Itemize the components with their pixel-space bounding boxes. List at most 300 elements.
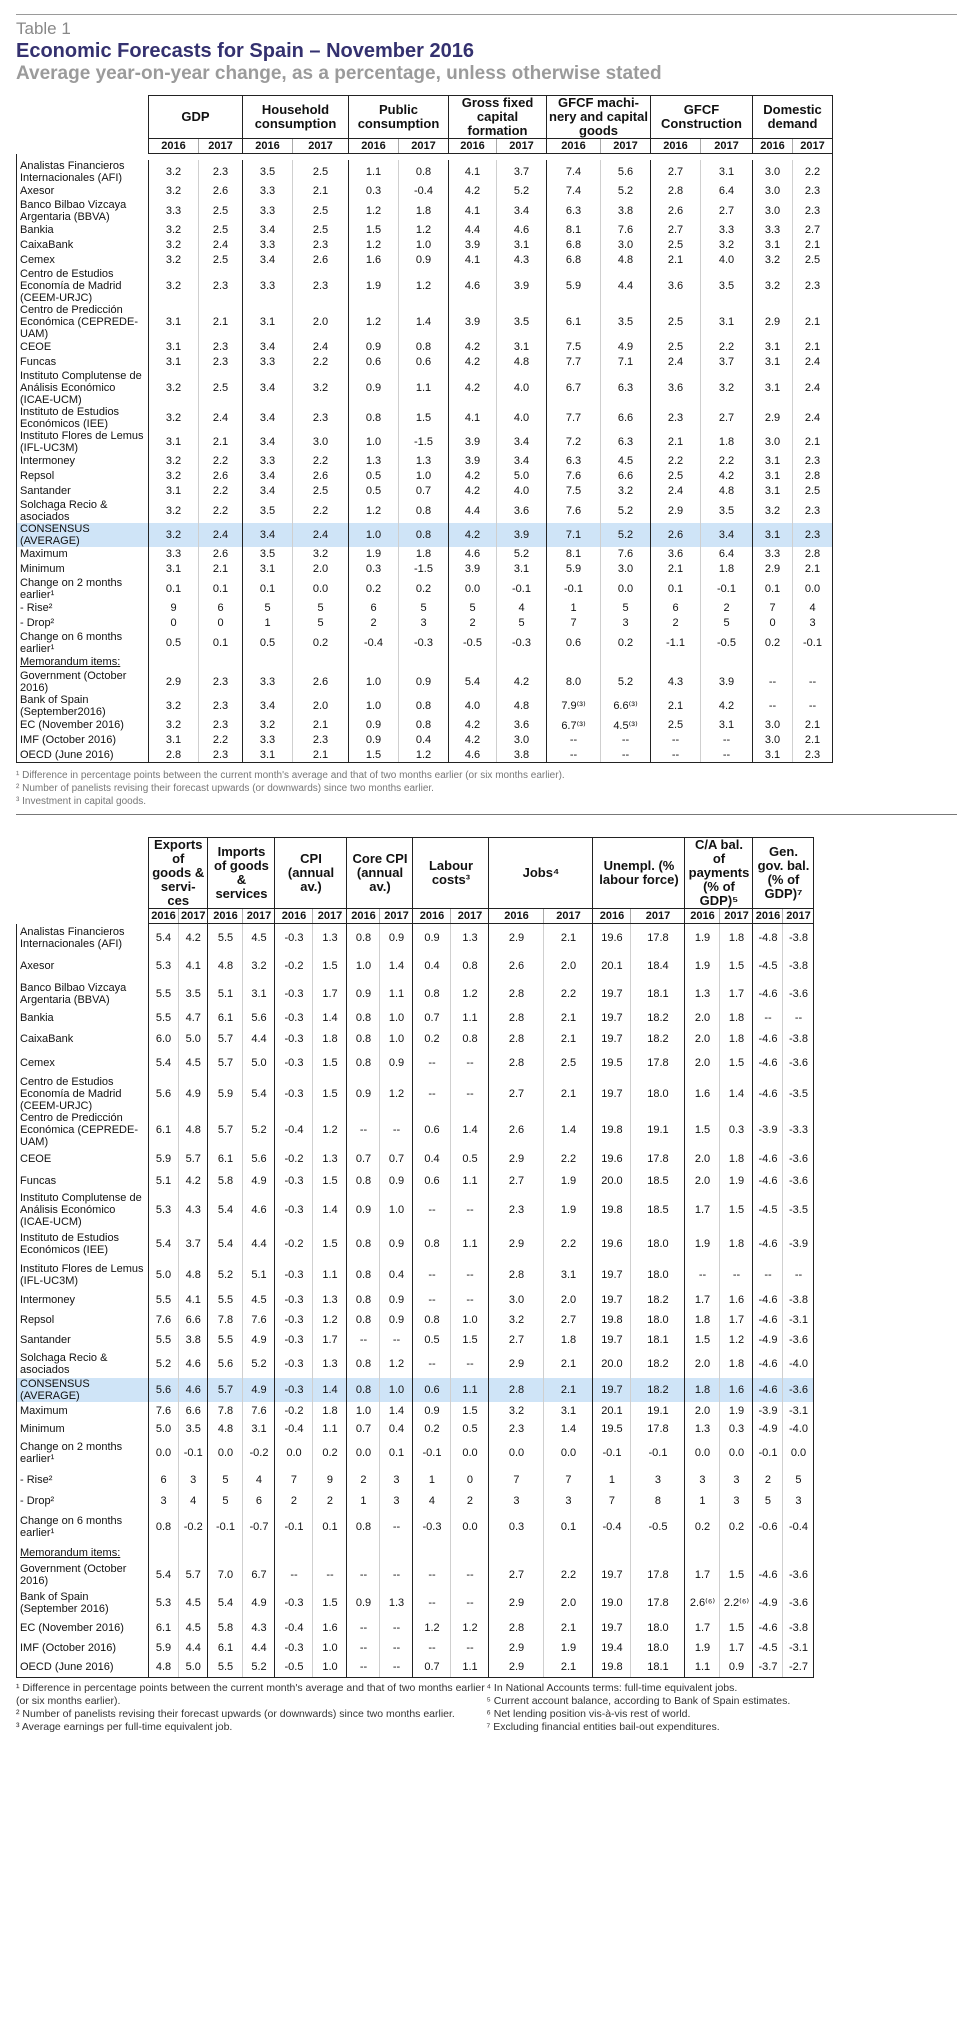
cell-value: 4.8 bbox=[179, 1112, 208, 1148]
cell-value: 6 bbox=[199, 601, 243, 616]
cell-value: 18.4 bbox=[631, 952, 685, 980]
cell-value: 2.1 bbox=[199, 562, 243, 577]
cell-value: 4 bbox=[413, 1492, 451, 1510]
cell-value: 0.7 bbox=[413, 1008, 451, 1028]
cell-value: 18.2 bbox=[631, 1378, 685, 1402]
cell-value: 3.2 bbox=[149, 718, 199, 733]
row-label: Instituto Flores de Lemus (IFL-UC3M) bbox=[17, 430, 149, 454]
cell-value: -4.6 bbox=[753, 1148, 783, 1170]
cell-value: -4.0 bbox=[783, 1350, 814, 1378]
row-label: CEOE bbox=[17, 340, 149, 355]
cell-value: 2.4 bbox=[793, 370, 833, 406]
cell-value: -- bbox=[451, 1192, 489, 1228]
cell-value bbox=[753, 655, 793, 670]
cell-value: 1.5 bbox=[451, 1330, 489, 1350]
row-label: - Drop² bbox=[17, 1492, 149, 1510]
cell-value: 2.3 bbox=[793, 454, 833, 469]
cell-value: 0.1 bbox=[199, 577, 243, 601]
cell-value: 1.1 bbox=[349, 160, 399, 184]
table-row bbox=[17, 1510, 814, 1544]
cell-value bbox=[601, 655, 651, 670]
cell-value: 4.8 bbox=[179, 1260, 208, 1290]
cell-value: 0.1 bbox=[149, 577, 199, 601]
cell-value: -- bbox=[413, 1290, 451, 1310]
cell-value: 2.0 bbox=[544, 952, 593, 980]
cell-value: 0.0 bbox=[489, 1438, 544, 1468]
cell-value: 1.9 bbox=[685, 924, 720, 952]
cell-value: 1.0 bbox=[347, 1402, 380, 1420]
cell-value: -1.5 bbox=[399, 430, 449, 454]
cell-value: -0.1 bbox=[593, 1438, 631, 1468]
cell-value: 2.5 bbox=[651, 469, 701, 484]
cell-value: 1.6 bbox=[720, 1378, 753, 1402]
table-row bbox=[17, 160, 833, 184]
cell-value: 4.8 bbox=[701, 484, 753, 499]
cell-value: 1.5 bbox=[349, 748, 399, 763]
cell-value: 18.0 bbox=[631, 1618, 685, 1638]
cell-value: 1.4 bbox=[313, 1192, 347, 1228]
cell-value: 7.2 bbox=[547, 430, 601, 454]
row-label: Centro de Predicción Económica (CEPREDE-UAM) bbox=[17, 304, 149, 340]
cell-value: 6.6⁽³⁾ bbox=[601, 694, 651, 718]
year-header: 2017 bbox=[179, 909, 208, 924]
cell-value: 2.1 bbox=[793, 340, 833, 355]
cell-value: -0.4 bbox=[275, 1112, 313, 1148]
cell-value: 6.3 bbox=[547, 454, 601, 469]
cell-value: 2.8 bbox=[489, 1008, 544, 1028]
cell-value: 19.4 bbox=[593, 1638, 631, 1658]
cell-value: -0.6 bbox=[753, 1510, 783, 1544]
cell-value: 0.9 bbox=[380, 1170, 413, 1192]
cell-value: 6 bbox=[349, 601, 399, 616]
cell-value: 3.1 bbox=[243, 748, 293, 763]
cell-value: 0.4 bbox=[380, 1260, 413, 1290]
cell-value: 3.3 bbox=[149, 547, 199, 562]
cell-value: 2.1 bbox=[293, 748, 349, 763]
row-label: Instituto de Estudios Económicos (IEE) bbox=[17, 406, 149, 430]
cell-value: 3.5 bbox=[701, 499, 753, 523]
cell-value: -2.7 bbox=[783, 1658, 814, 1678]
cell-value: 1.8 bbox=[701, 562, 753, 577]
cell-value: 3.8 bbox=[601, 199, 651, 223]
cell-value: 1.2 bbox=[313, 1112, 347, 1148]
cell-value: 3.1 bbox=[753, 340, 793, 355]
cell-value: 2.3 bbox=[199, 355, 243, 370]
cell-value: 2.5 bbox=[199, 199, 243, 223]
cell-value: 1.5 bbox=[720, 952, 753, 980]
cell-value: 3.0 bbox=[293, 430, 349, 454]
cell-value: 0.7 bbox=[380, 1148, 413, 1170]
cell-value: 0.8 bbox=[399, 523, 449, 547]
cell-value: 2.7 bbox=[544, 1310, 593, 1330]
cell-value: 2.8 bbox=[489, 1378, 544, 1402]
cell-value: 5.5 bbox=[149, 1290, 179, 1310]
cell-value: 2.5 bbox=[651, 304, 701, 340]
row-label: Maximum bbox=[17, 547, 149, 562]
cell-value bbox=[544, 1544, 593, 1562]
cell-value: 1.0 bbox=[380, 1378, 413, 1402]
cell-value: 5.2 bbox=[601, 670, 651, 694]
cell-value: 5.0 bbox=[179, 1658, 208, 1678]
cell-value: 3.4 bbox=[243, 253, 293, 268]
cell-value: 7 bbox=[544, 1468, 593, 1492]
cell-value: 1.2 bbox=[399, 223, 449, 238]
cell-value: 0.1 bbox=[753, 577, 793, 601]
cell-value: 3.7 bbox=[701, 355, 753, 370]
cell-value: 3 bbox=[783, 1492, 814, 1510]
cell-value: 3.2 bbox=[149, 184, 199, 199]
row-label: Instituto Complutense de Análisis Económico (ICAE-UCM) bbox=[17, 1192, 149, 1228]
cell-value: 1.1 bbox=[313, 1260, 347, 1290]
cell-value: -0.3 bbox=[275, 1050, 313, 1076]
cell-value bbox=[199, 655, 243, 670]
cell-value: -- bbox=[451, 1350, 489, 1378]
cell-value: 18.0 bbox=[631, 1076, 685, 1112]
cell-value: -0.2 bbox=[275, 1228, 313, 1260]
cell-value: 5.8 bbox=[208, 1618, 243, 1638]
cell-value: 2.3 bbox=[293, 406, 349, 430]
cell-value: 2.2 bbox=[199, 454, 243, 469]
cell-value: -3.3 bbox=[783, 1112, 814, 1148]
cell-value: 6.6 bbox=[601, 469, 651, 484]
cell-value: 19.7 bbox=[593, 980, 631, 1008]
cell-value: 1.9 bbox=[685, 952, 720, 980]
cell-value: -- bbox=[380, 1510, 413, 1544]
cell-value: 1.5 bbox=[720, 1618, 753, 1638]
cell-value: 1.8 bbox=[685, 1310, 720, 1330]
cell-value: 1.1 bbox=[451, 1170, 489, 1192]
cell-value: 3.2 bbox=[701, 238, 753, 253]
table-row bbox=[17, 952, 814, 980]
cell-value: 6.6 bbox=[179, 1402, 208, 1420]
header-corner bbox=[17, 838, 149, 909]
year-header: 2016 bbox=[243, 139, 293, 154]
cell-value: 5.5 bbox=[208, 1290, 243, 1310]
cell-value: 20.1 bbox=[593, 1402, 631, 1420]
cell-value: 5.1 bbox=[208, 980, 243, 1008]
cell-value: 2.6 bbox=[199, 469, 243, 484]
cell-value: 0.6 bbox=[413, 1378, 451, 1402]
cell-value: 3 bbox=[720, 1468, 753, 1492]
cell-value: 6.3 bbox=[601, 370, 651, 406]
cell-value: -3.5 bbox=[783, 1076, 814, 1112]
cell-value: 2.3 bbox=[199, 694, 243, 718]
cell-value: 1.2 bbox=[349, 199, 399, 223]
cell-value: 1.2 bbox=[720, 1330, 753, 1350]
cell-value: -0.1 bbox=[413, 1438, 451, 1468]
cell-value: 2.2 bbox=[293, 355, 349, 370]
cell-value: 4.8 bbox=[208, 1420, 243, 1438]
cell-value: -4.9 bbox=[753, 1330, 783, 1350]
cell-value: 3.1 bbox=[753, 484, 793, 499]
cell-value: 0.6 bbox=[399, 355, 449, 370]
cell-value: 18.2 bbox=[631, 1350, 685, 1378]
cell-value: 3 bbox=[380, 1468, 413, 1492]
cell-value: -4.6 bbox=[753, 1028, 783, 1050]
cell-value: 3.5 bbox=[497, 304, 547, 340]
cell-value: 7.5 bbox=[547, 340, 601, 355]
cell-value: 2.1 bbox=[544, 1378, 593, 1402]
cell-value bbox=[753, 1544, 783, 1562]
cell-value: 1.0 bbox=[349, 670, 399, 694]
cell-value: 0.0 bbox=[720, 1438, 753, 1468]
cell-value: 1.7 bbox=[685, 1192, 720, 1228]
cell-value: 2.0 bbox=[685, 1008, 720, 1028]
cell-value: 1.2 bbox=[380, 1076, 413, 1112]
cell-value: 2.7 bbox=[489, 1170, 544, 1192]
cell-value: -0.2 bbox=[275, 952, 313, 980]
cell-value: 1.5 bbox=[313, 1170, 347, 1192]
cell-value: 3.3 bbox=[243, 184, 293, 199]
cell-value: 4.7 bbox=[179, 1008, 208, 1028]
year-header: 2016 bbox=[547, 139, 601, 154]
table-row bbox=[17, 1228, 814, 1260]
row-label: OECD (June 2016) bbox=[17, 1658, 149, 1678]
cell-value: 2.4 bbox=[199, 238, 243, 253]
cell-value: 2.3 bbox=[793, 184, 833, 199]
cell-value: 3.1 bbox=[149, 733, 199, 748]
cell-value: 4.9 bbox=[601, 340, 651, 355]
cell-value: 2.0 bbox=[685, 1050, 720, 1076]
cell-value: -0.3 bbox=[275, 1290, 313, 1310]
cell-value: 2.5 bbox=[651, 238, 701, 253]
cell-value: 5.6 bbox=[208, 1350, 243, 1378]
cell-value: 0.2 bbox=[313, 1438, 347, 1468]
cell-value: 0.6 bbox=[413, 1170, 451, 1192]
cell-value: 2 bbox=[275, 1492, 313, 1510]
cell-value: 0.4 bbox=[380, 1420, 413, 1438]
table-2-footnotes-left bbox=[16, 1682, 487, 1734]
cell-value: 3.9 bbox=[701, 670, 753, 694]
cell-value: 0.4 bbox=[399, 733, 449, 748]
cell-value: 6 bbox=[149, 1468, 179, 1492]
year-header: 2016 bbox=[149, 909, 179, 924]
cell-value: 5.5 bbox=[149, 1008, 179, 1028]
cell-value: 3.6 bbox=[651, 547, 701, 562]
cell-value: -- bbox=[413, 1350, 451, 1378]
cell-value: 3.1 bbox=[497, 340, 547, 355]
table-row bbox=[17, 355, 833, 370]
cell-value: 3 bbox=[631, 1468, 685, 1492]
cell-value: 7.1 bbox=[601, 355, 651, 370]
cell-value: 4.0 bbox=[701, 253, 753, 268]
cell-value: 7.4 bbox=[547, 160, 601, 184]
cell-value: 1.9 bbox=[544, 1192, 593, 1228]
cell-value: 1.7 bbox=[720, 980, 753, 1008]
cell-value: 3.3 bbox=[243, 670, 293, 694]
cell-value: 2.8 bbox=[149, 748, 199, 763]
memorandum-heading-row bbox=[17, 1544, 814, 1562]
cell-value: 3.2 bbox=[293, 370, 349, 406]
cell-value: 0.8 bbox=[347, 1378, 380, 1402]
cell-value: -4.6 bbox=[753, 980, 783, 1008]
cell-value: -0.2 bbox=[275, 1402, 313, 1420]
cell-value: 2 bbox=[701, 601, 753, 616]
cell-value: 3.2 bbox=[149, 160, 199, 184]
cell-value: 0.1 bbox=[544, 1510, 593, 1544]
cell-value: 3.2 bbox=[243, 718, 293, 733]
cell-value: 5.5 bbox=[208, 1658, 243, 1678]
cell-value: 4.4 bbox=[243, 1638, 275, 1658]
cell-value: 7.0 bbox=[208, 1562, 243, 1588]
cell-value: 1.3 bbox=[313, 924, 347, 952]
cell-value bbox=[293, 655, 349, 670]
cell-value: -0.3 bbox=[275, 1260, 313, 1290]
cell-value: 4.2 bbox=[701, 469, 753, 484]
year-header: 2017 bbox=[243, 909, 275, 924]
cell-value: 0.9 bbox=[380, 1310, 413, 1330]
cell-value: 2.2 bbox=[544, 1148, 593, 1170]
cell-value: 4.5⁽³⁾ bbox=[601, 718, 651, 733]
cell-value: 2.7 bbox=[651, 160, 701, 184]
cell-value: 18.1 bbox=[631, 1658, 685, 1678]
cell-value: 5.7 bbox=[179, 1562, 208, 1588]
cell-value: 5.7 bbox=[208, 1112, 243, 1148]
cell-value: 4.1 bbox=[179, 952, 208, 980]
cell-value: 6.6 bbox=[601, 406, 651, 430]
forecast-table-1 bbox=[16, 95, 833, 763]
cell-value: 3.1 bbox=[753, 238, 793, 253]
cell-value: 5.9 bbox=[208, 1076, 243, 1112]
cell-value: -0.2 bbox=[243, 1438, 275, 1468]
cell-value: -- bbox=[720, 1260, 753, 1290]
cell-value: 3.1 bbox=[243, 304, 293, 340]
cell-value: 5.1 bbox=[149, 1170, 179, 1192]
row-label: Minimum bbox=[17, 562, 149, 577]
cell-value: -- bbox=[451, 1260, 489, 1290]
cell-value: 2.8 bbox=[489, 1050, 544, 1076]
footnote: ¹ Difference in percentage points between the current month's average and that of two months earlier (or six months earlier). bbox=[16, 1682, 485, 1707]
cell-value: 5.5 bbox=[208, 1330, 243, 1350]
column-group-header: Gen. gov. bal. (% of GDP)⁷ bbox=[753, 838, 814, 909]
cell-value: 5.5 bbox=[149, 980, 179, 1008]
cell-value: 0.5 bbox=[149, 631, 199, 655]
cell-value: 0.8 bbox=[413, 980, 451, 1008]
cell-value: 3 bbox=[179, 1468, 208, 1492]
cell-value: 5.4 bbox=[149, 1562, 179, 1588]
cell-value: 0.1 bbox=[651, 577, 701, 601]
cell-value: 7.4 bbox=[547, 184, 601, 199]
year-header: 2017 bbox=[451, 909, 489, 924]
cell-value: 3 bbox=[601, 616, 651, 631]
table-row bbox=[17, 1420, 814, 1438]
cell-value: 3.6 bbox=[651, 268, 701, 304]
table-row bbox=[17, 484, 833, 499]
column-group-header: Core CPI (annual av.) bbox=[347, 838, 413, 909]
cell-value: 3.1 bbox=[497, 562, 547, 577]
cell-value: 0.1 bbox=[313, 1510, 347, 1544]
cell-value: 4.2 bbox=[701, 694, 753, 718]
cell-value: -3.8 bbox=[783, 924, 814, 952]
cell-value: 2.2 bbox=[199, 499, 243, 523]
cell-value: 19.7 bbox=[593, 1618, 631, 1638]
cell-value: 2.0 bbox=[293, 694, 349, 718]
cell-value: 3.1 bbox=[753, 469, 793, 484]
footnote: ⁶ Net lending position vis-à-vis rest of world. bbox=[486, 1708, 691, 1720]
cell-value: 2.8 bbox=[489, 1260, 544, 1290]
cell-value: -4.6 bbox=[753, 1170, 783, 1192]
cell-value: 1.3 bbox=[380, 1588, 413, 1618]
cell-value: 4.3 bbox=[651, 670, 701, 694]
cell-value: 19.5 bbox=[593, 1050, 631, 1076]
cell-value: -0.3 bbox=[275, 1330, 313, 1350]
cell-value: -- bbox=[451, 1562, 489, 1588]
cell-value: 2.3 bbox=[199, 268, 243, 304]
cell-value: 2.1 bbox=[651, 562, 701, 577]
cell-value: 4 bbox=[793, 601, 833, 616]
cell-value: 5 bbox=[399, 601, 449, 616]
cell-value: 2.0 bbox=[293, 562, 349, 577]
cell-value: 6.4 bbox=[701, 547, 753, 562]
cell-value: 0.0 bbox=[208, 1438, 243, 1468]
cell-value: 1.5 bbox=[313, 1050, 347, 1076]
cell-value: 4.1 bbox=[449, 160, 497, 184]
cell-value: 2.1 bbox=[793, 733, 833, 748]
cell-value: 3.0 bbox=[753, 430, 793, 454]
cell-value: 2.9 bbox=[489, 1148, 544, 1170]
cell-value: 2.9 bbox=[489, 1350, 544, 1378]
cell-value: -0.3 bbox=[275, 1588, 313, 1618]
cell-value: 2.6 bbox=[651, 523, 701, 547]
cell-value: 7.5 bbox=[547, 484, 601, 499]
cell-value: 3.0 bbox=[753, 199, 793, 223]
cell-value: 2.9 bbox=[149, 670, 199, 694]
cell-value: 1.7 bbox=[720, 1638, 753, 1658]
cell-value: -0.4 bbox=[593, 1510, 631, 1544]
cell-value: 3.7 bbox=[497, 160, 547, 184]
cell-value bbox=[243, 655, 293, 670]
cell-value: 1.5 bbox=[685, 1330, 720, 1350]
cell-value: -- bbox=[451, 1588, 489, 1618]
cell-value: 2.6 bbox=[293, 469, 349, 484]
cell-value: 6.7⁽³⁾ bbox=[547, 718, 601, 733]
table-row bbox=[17, 547, 833, 562]
cell-value: 2.6 bbox=[489, 952, 544, 980]
row-label: Solchaga Recio & asociados bbox=[17, 499, 149, 523]
year-header: 2017 bbox=[783, 909, 814, 924]
cell-value bbox=[701, 655, 753, 670]
cell-value: 1.0 bbox=[349, 694, 399, 718]
cell-value: 2.1 bbox=[199, 304, 243, 340]
cell-value: 4.2 bbox=[497, 670, 547, 694]
cell-value: 6.4 bbox=[701, 184, 753, 199]
cell-value: 2.1 bbox=[199, 430, 243, 454]
cell-value: 2.9 bbox=[753, 406, 793, 430]
cell-value: 3 bbox=[149, 1492, 179, 1510]
row-label: Cemex bbox=[17, 253, 149, 268]
cell-value: 3.4 bbox=[243, 694, 293, 718]
cell-value: 0.7 bbox=[347, 1420, 380, 1438]
cell-value: 19.5 bbox=[593, 1420, 631, 1438]
cell-value: 1 bbox=[685, 1492, 720, 1510]
cell-value: 1.0 bbox=[380, 1192, 413, 1228]
cell-value: 2.1 bbox=[651, 430, 701, 454]
row-label: Repsol bbox=[17, 469, 149, 484]
cell-value: 19.7 bbox=[593, 1260, 631, 1290]
row-label: Bank of Spain (September 2016) bbox=[17, 1588, 149, 1618]
cell-value: 2.5 bbox=[293, 223, 349, 238]
cell-value: 17.8 bbox=[631, 1050, 685, 1076]
cell-value: 3.9 bbox=[449, 238, 497, 253]
cell-value: 2.2 bbox=[293, 499, 349, 523]
cell-value: -- bbox=[413, 1260, 451, 1290]
section-divider bbox=[16, 814, 957, 815]
cell-value: 0.9 bbox=[413, 1402, 451, 1420]
cell-value: -0.3 bbox=[275, 1008, 313, 1028]
table-row bbox=[17, 304, 833, 340]
cell-value: 0.5 bbox=[451, 1148, 489, 1170]
cell-value: 2.2 bbox=[544, 980, 593, 1008]
